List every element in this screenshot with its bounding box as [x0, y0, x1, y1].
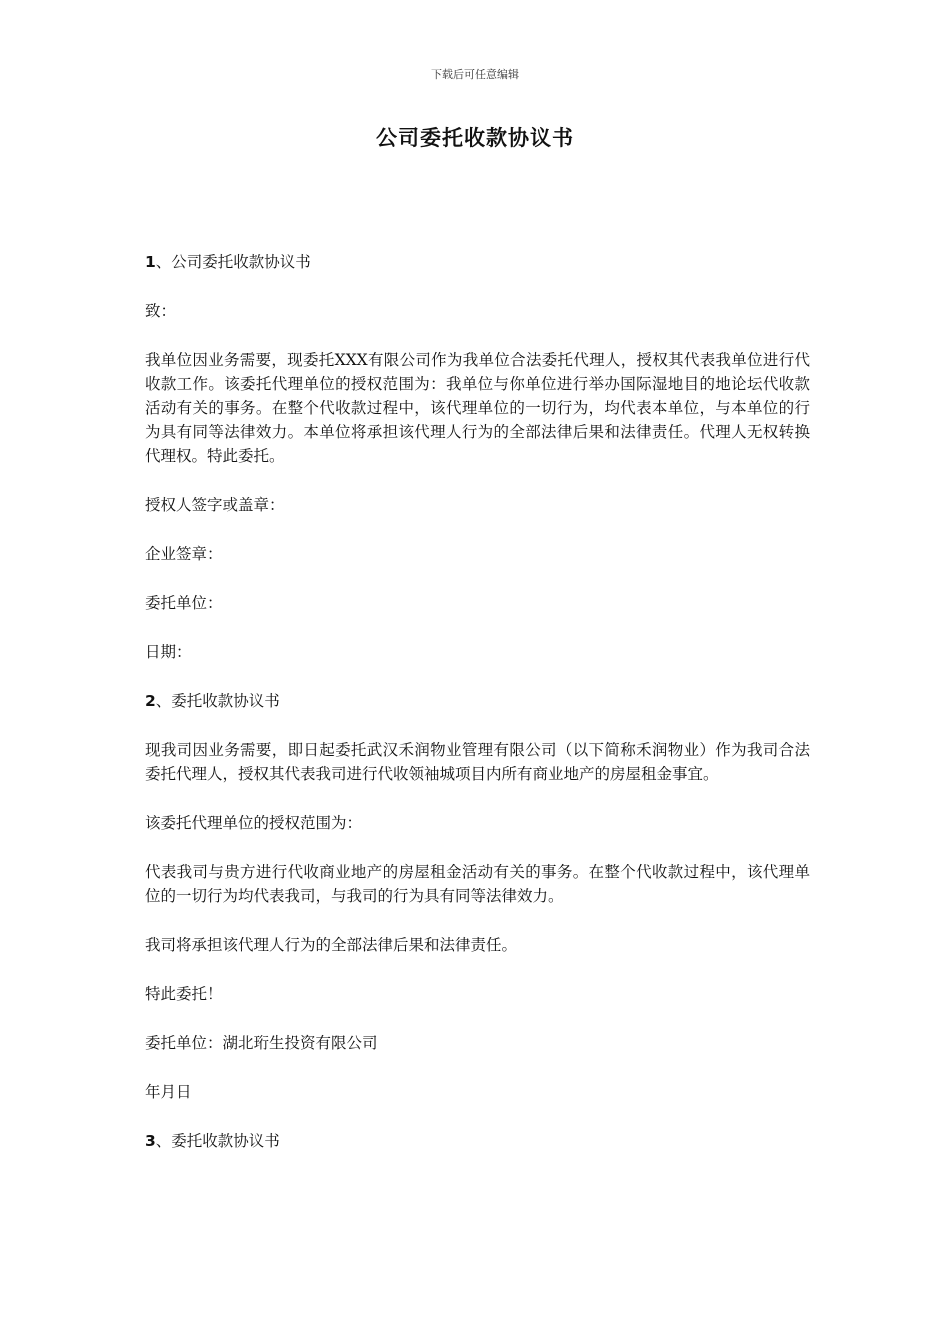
- section-1-body: 我单位因业务需要，现委托XXX有限公司作为我单位合法委托代理人，授权其代表我单位进行代收款工作。该委托代理单位的授权范围为：我单位与你单位进行举办国际湿地目的地论坛代收款活动有关的事务。在整个代收款过程中，该代理单位的一切行为，均代表本单位，与本单位的行为具有同等法律效力。本单位将承担该代理人行为的全部法律后果和法律责任。代理人无权转换代理权。特此委托。: [145, 351, 810, 465]
- section-3-heading: [145, 1129, 810, 1153]
- section-3-heading-text: 、委托收款协议书: [155, 1132, 280, 1150]
- header-note: 下载后可任意编辑: [431, 68, 519, 81]
- section-2-number: 2: [145, 692, 156, 710]
- section-2-scope-body: 代表我司与贵方进行代收商业地产的房屋租金活动有关的事务。在整个代收款过程中，该代理单位的一切行为均代表我司，与我司的行为具有同等法律效力。: [145, 863, 810, 905]
- section-1-date: 日期：: [145, 643, 192, 661]
- section-3-number: 3: [145, 1132, 156, 1150]
- section-2-date: 年月日: [145, 1083, 192, 1101]
- section-1-number: 1: [145, 253, 156, 271]
- section-2-unit: 委托单位：湖北珩生投资有限公司: [145, 1034, 378, 1052]
- section-1-signature: 授权人签字或盖章：: [145, 496, 285, 514]
- section-1-unit: 委托单位：: [145, 594, 223, 612]
- section-2-scope-label: 该委托代理单位的授权范围为：: [145, 814, 363, 832]
- section-2-closing: 特此委托！: [145, 985, 223, 1003]
- section-1-heading-text: 、公司委托收款协议书: [155, 253, 311, 271]
- section-1-heading: [145, 250, 810, 274]
- section-2-liability: 我司将承担该代理人行为的全部法律后果和法律责任。: [145, 936, 518, 954]
- section-1-salutation: 致：: [145, 302, 177, 320]
- section-1-seal: 企业签章：: [145, 545, 223, 563]
- document-title: 公司委托收款协议书: [376, 125, 574, 150]
- section-2-body: 现我司因业务需要，即日起委托武汉禾润物业管理有限公司（以下简称禾润物业）作为我司合法委托代理人，授权其代表我司进行代收领袖城项目内所有商业地产的房屋租金事宜。: [145, 741, 810, 783]
- section-2-heading-text: 、委托收款协议书: [155, 692, 280, 710]
- document-body: [145, 250, 810, 1178]
- section-2-heading: [145, 689, 810, 713]
